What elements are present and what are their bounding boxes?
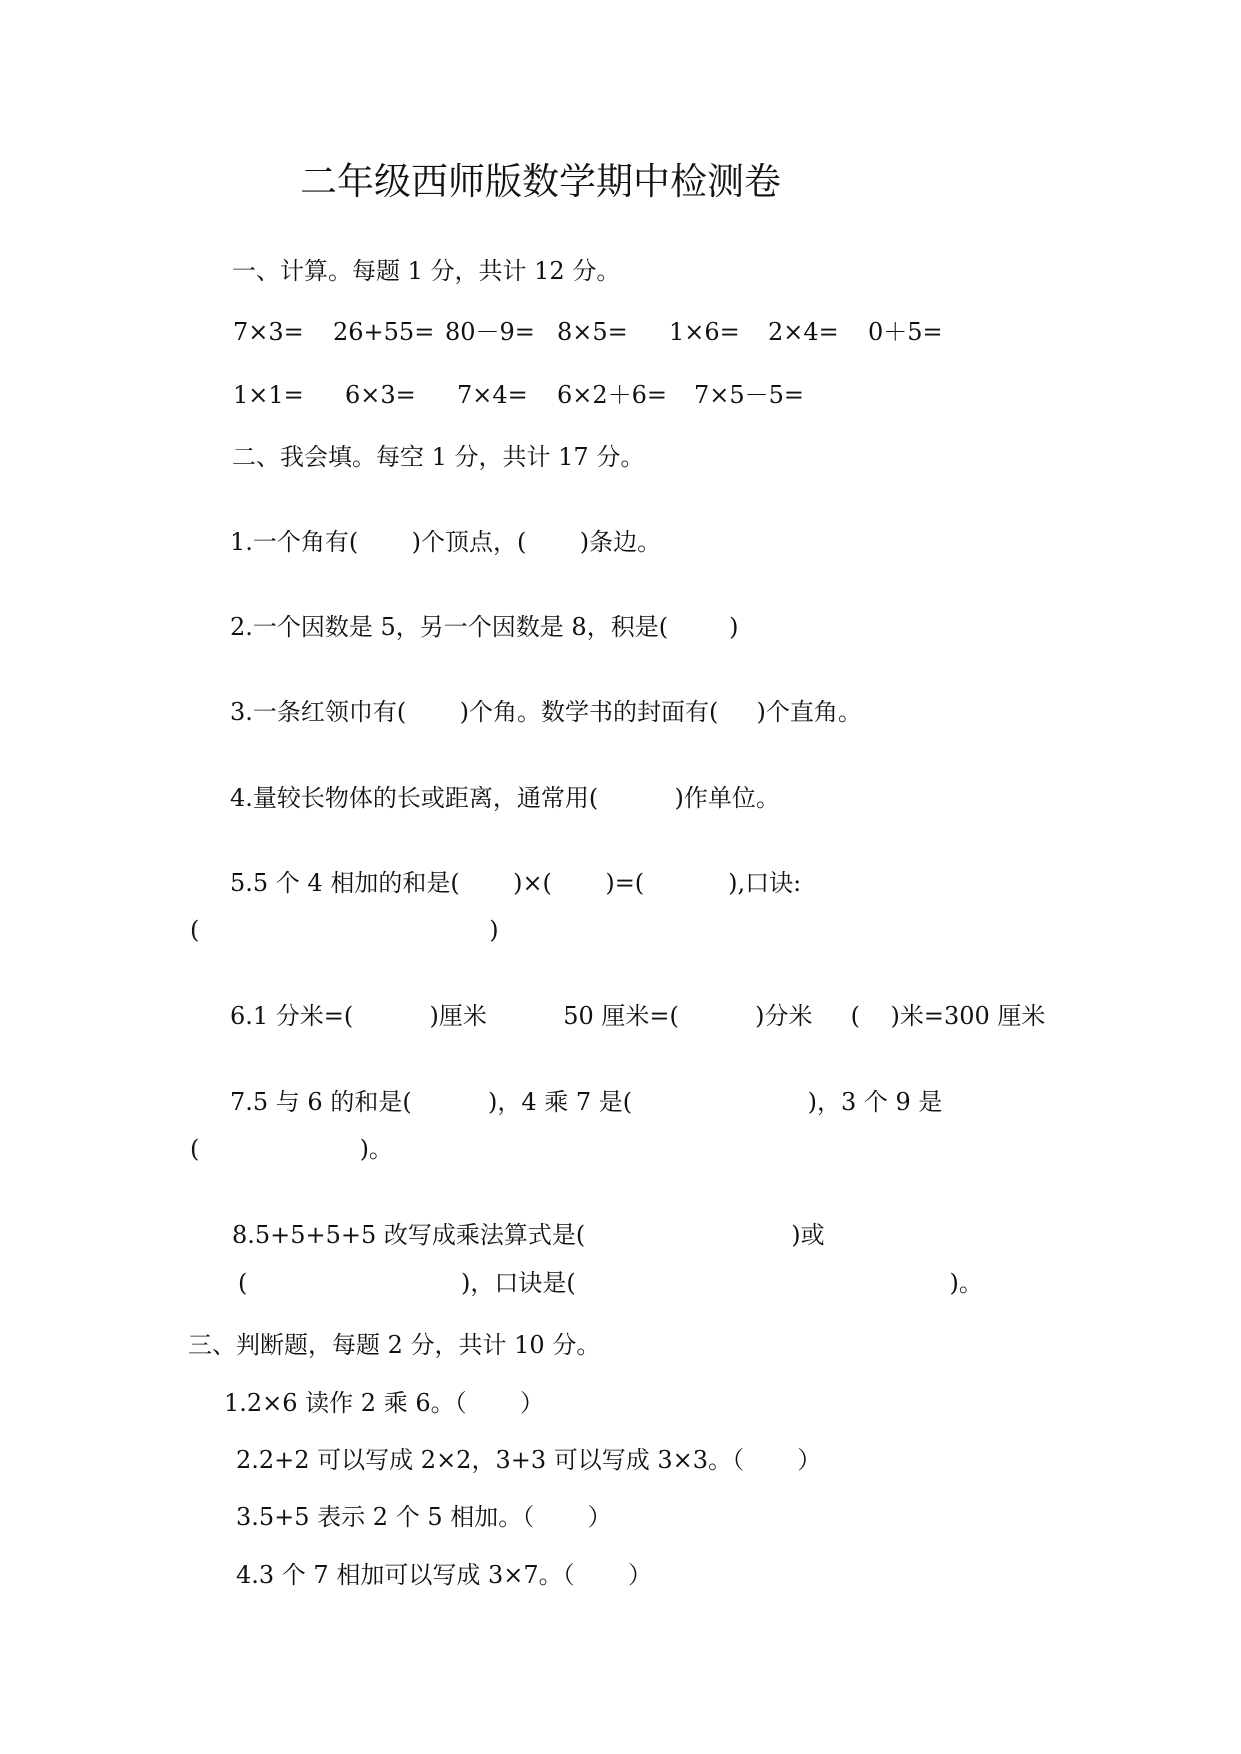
fill-question-6: 6.1 分米=( )厘米 50 厘米=( )分米 ( )米=300 厘米 bbox=[230, 1002, 1046, 1030]
fill-question-2: 2.一个因数是 5，另一个因数是 8，积是( ) bbox=[230, 613, 739, 641]
calc-item: 8×5= bbox=[557, 318, 628, 346]
calc-item: 26+55= bbox=[333, 318, 435, 346]
calc-item: 7×5－5= bbox=[694, 381, 805, 409]
section3-heading: 三、判断题，每题 2 分，共计 10 分。 bbox=[188, 1331, 601, 1359]
fill-question-8: 8.5+5+5+5 改写成乘法算式是( )或 bbox=[232, 1221, 825, 1249]
calc-item: 7×4= bbox=[457, 381, 528, 409]
fill-question-4: 4.量较长物体的长或距离，通常用( )作单位。 bbox=[230, 784, 780, 812]
fill-question-5: 5.5 个 4 相加的和是( )×( )=( ),口诀: bbox=[230, 869, 802, 897]
calc-item: 1×6= bbox=[669, 318, 740, 346]
judge-question-3: 3.5+5 表示 2 个 5 相加。（ ） bbox=[236, 1503, 612, 1531]
fill-question-8-continued: ( )，口诀是( )。 bbox=[238, 1269, 983, 1297]
calc-item: 2×4= bbox=[768, 318, 839, 346]
fill-question-7: 7.5 与 6 的和是( )，4 乘 7 是( )，3 个 9 是 bbox=[230, 1088, 943, 1116]
calc-item: 7×3= bbox=[233, 318, 304, 346]
judge-question-4: 4.3 个 7 相加可以写成 3×7。（ ） bbox=[236, 1561, 653, 1589]
exam-title: 二年级西师版数学期中检测卷 bbox=[300, 160, 781, 203]
section2-heading: 二、我会填。每空 1 分，共计 17 分。 bbox=[232, 443, 645, 471]
calc-item: 1×1= bbox=[233, 381, 304, 409]
fill-question-3: 3.一条红领巾有( )个角。数学书的封面有( )个直角。 bbox=[230, 698, 862, 726]
judge-question-2: 2.2+2 可以写成 2×2，3+3 可以写成 3×3。（ ） bbox=[236, 1446, 822, 1474]
calc-item: 0＋5= bbox=[868, 318, 943, 346]
fill-question-1: 1.一个角有( )个顶点，( )条边。 bbox=[230, 528, 662, 556]
calc-item: 6×2＋6= bbox=[557, 381, 668, 409]
section1-heading: 一、计算。每题 1 分，共计 12 分。 bbox=[232, 257, 621, 285]
judge-question-1: 1.2×6 读作 2 乘 6。（ ） bbox=[224, 1389, 545, 1417]
fill-question-5-answer-line: ( ) bbox=[190, 916, 499, 944]
fill-question-7-continued: ( )。 bbox=[190, 1135, 393, 1163]
calc-item: 6×3= bbox=[345, 381, 416, 409]
calc-item: 80－9= bbox=[445, 318, 535, 346]
